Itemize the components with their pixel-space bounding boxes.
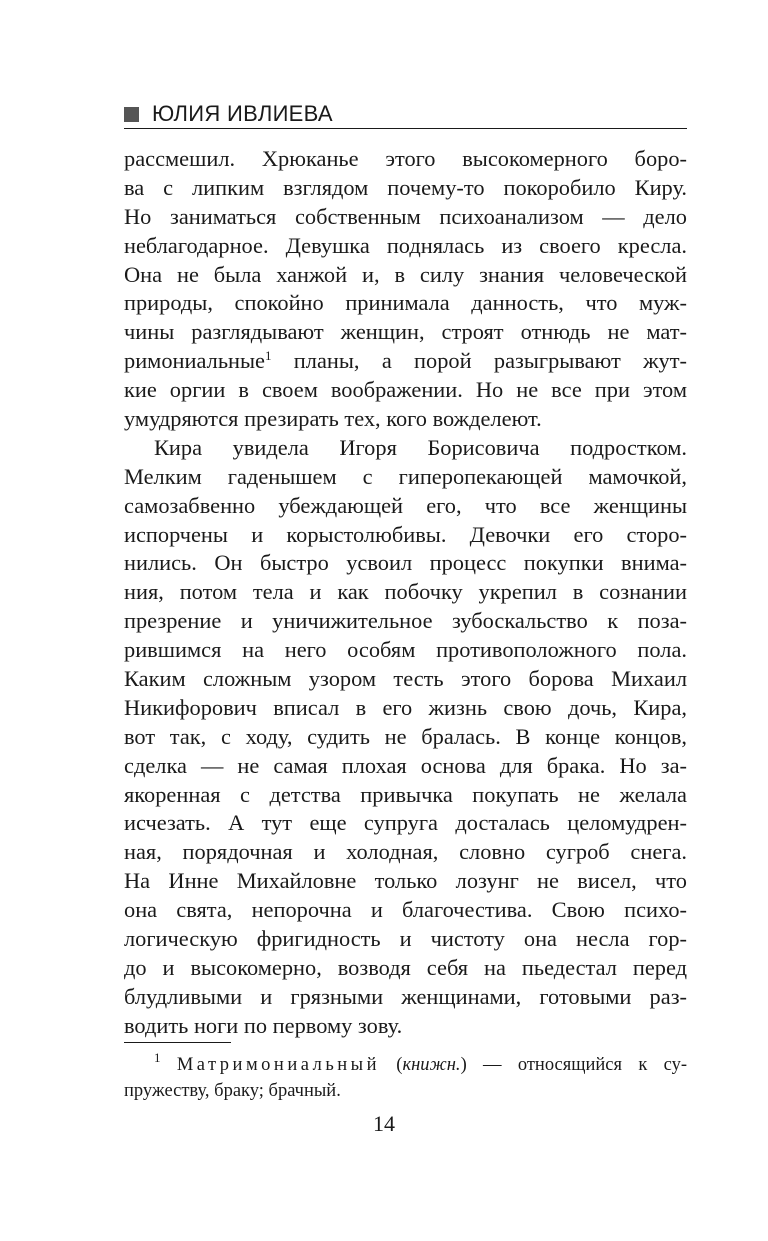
text-line: до и высокомерно, возводя себя на пьедестал перед: [124, 954, 687, 980]
text-line: исчезать. А тут еще супруга досталась целомудрен-: [124, 810, 687, 836]
text-line: она свята, непорочна и благочестива. Свою психо-: [124, 897, 687, 923]
footnote-reference: 1: [265, 348, 272, 364]
footnote-text: ) — относящийся к су-: [460, 1055, 687, 1075]
footnote-rule: [124, 1042, 231, 1043]
text-line: природы, спокойно принимала данность, что муж-: [124, 290, 687, 316]
text-line: Но заниматься собственным психоанализом — дело: [124, 203, 687, 229]
author-name: ЮЛИЯ ИВЛИЕВА: [152, 101, 333, 126]
footnote-source: книжн.: [402, 1055, 461, 1075]
footnote-mark: 1: [154, 1050, 161, 1065]
text-line: Мелким гаденышем с гиперопекающей мамочкой,: [124, 463, 687, 489]
text-line: вот так, с ходу, судить не бралась. В конце концов,: [124, 723, 687, 749]
header-rule: [124, 128, 687, 129]
text-line: сделка — не самая плохая основа для брака. Но за-: [124, 752, 687, 778]
text-line: чины разглядывают женщин, строят отнюдь не мат-: [124, 319, 687, 345]
text-line: блудливыми и грязными женщинами, готовыми раз-: [124, 983, 687, 1009]
text-line: неблагодарное. Девушка поднялась из своего кресла.: [124, 232, 687, 258]
text-line: Она не была ханжой и, в силу знания человеческой: [124, 261, 687, 287]
text-line: водить ноги по первому зову.: [124, 1012, 403, 1038]
text-line: самозабвенно убеждающей его, что все женщины: [124, 492, 687, 518]
text-line-with-footnote-mark: [124, 347, 687, 376]
running-header: [124, 100, 687, 128]
footnote-line: [124, 1052, 687, 1078]
header-square-mark: [124, 107, 139, 122]
text-line: испорчены и корыстолюбивы. Девочки его сторо-: [124, 521, 687, 547]
footnote-line: пружеству, браку; брачный.: [124, 1081, 341, 1101]
footnote-term: Матримониальный: [176, 1055, 380, 1075]
text-line: якоренная с детства привычка покупать не желала: [124, 781, 687, 807]
page-number: 14: [373, 1111, 395, 1136]
footnote-text: (: [380, 1055, 403, 1075]
text-line: презрение и уничижительное зубоскальство к поза-: [124, 608, 687, 634]
text-line: кие оргии в своем воображении. Но не все при этом: [124, 377, 687, 403]
text-line: рившимся на него особям противоположного пола.: [124, 637, 687, 663]
text-line: логическую фригидность и чистоту она несла гор-: [124, 926, 687, 952]
text-fragment: планы, а порой разыгрывают жут-: [271, 348, 687, 374]
text-line: ная, порядочная и холодная, словно сугроб снега.: [124, 839, 687, 865]
text-line: ва с липким взглядом почему-то покоробило Киру.: [124, 174, 687, 200]
text-line: Никифорович вписал в его жизнь свою дочь, Кира,: [124, 694, 687, 720]
text-line: рассмешил. Хрюканье этого высокомерного боро-: [124, 146, 687, 171]
text-line: нились. Он быстро усвоил процесс покупки внима-: [124, 550, 687, 576]
body-text: [124, 145, 687, 1041]
text-line: Кира увидела Игоря Борисовича подростком.: [154, 434, 687, 460]
footnote: [124, 1052, 687, 1104]
text-line: ния, потом тела и как побочку укрепил в сознании: [124, 579, 687, 605]
text-line: умудряются презирать тех, кого вожделеют.: [124, 406, 542, 432]
text-line: На Инне Михайловне только лозунг не висел, что: [124, 868, 687, 894]
text-line: Каким сложным узором тесть этого борова Михаил: [124, 666, 687, 692]
text-fragment: римониальные: [124, 348, 265, 374]
